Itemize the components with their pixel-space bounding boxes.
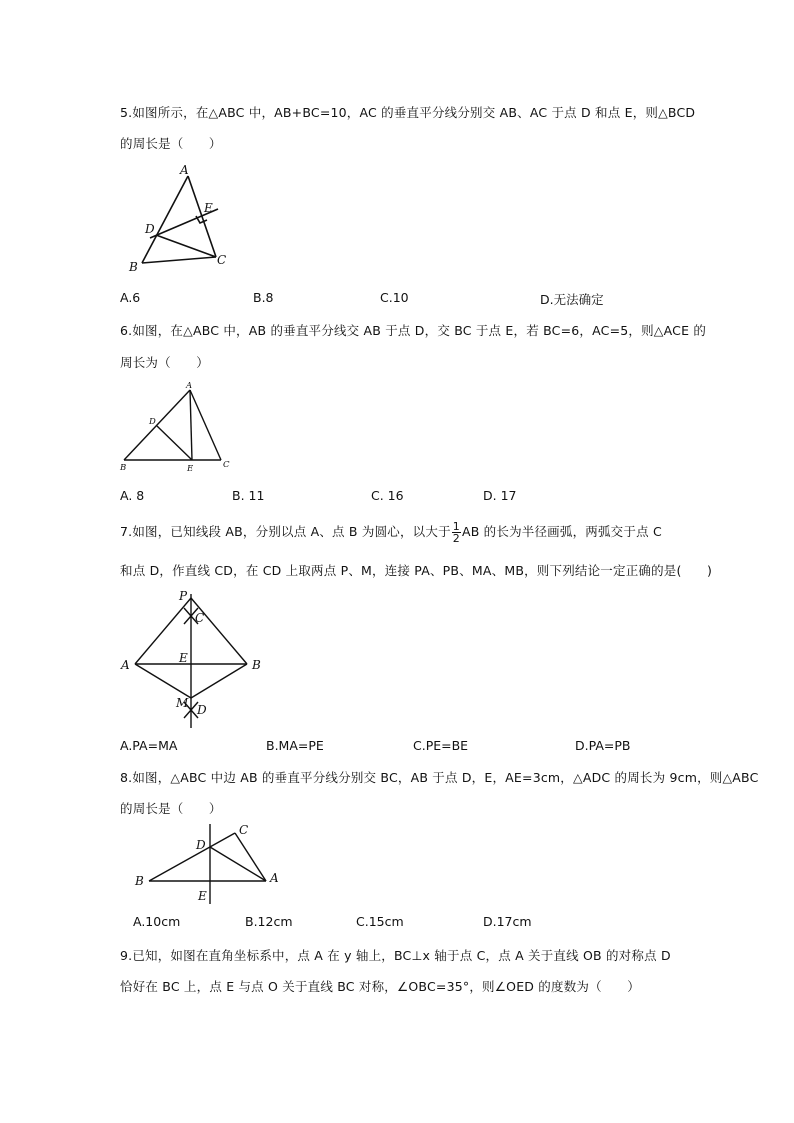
q7-label-b: B [252,658,261,672]
q8-label-e: E [198,889,207,903]
q7-fraction-half [452,521,461,544]
q7-option-a: A.PA=MA [120,738,178,753]
q7-label-m: M [176,696,189,710]
q8-option-d: D.17cm [483,914,532,929]
q7-label-e: E [179,651,188,665]
q6-text-line2: 周长为（ ） [120,355,209,370]
q7-construction-figure [120,586,270,732]
q8-label-a: A [270,871,279,885]
q7-text-line1 [120,521,662,544]
q8-option-b: B.12cm [245,914,293,929]
q9-text-line1: 9.已知，如图在直角坐标系中，点 A 在 y 轴上，BC⊥x 轴于点 C，点 A 关于直线 OB 的对称点 D [120,948,671,963]
q6-option-c: C. 16 [371,488,404,503]
q7-label-d: D [197,703,207,717]
q8-label-d: D [196,838,206,852]
q7-text-line2: 和点 D，作直线 CD，在 CD 上取两点 P、M，连接 PA、PB、MA、MB，则下列结论一定正确的是( ) [120,563,713,578]
q5-label-c: C [217,253,227,267]
q5-label-b: B [129,260,138,274]
q8-triangle-figure [128,820,288,910]
q9-text-line2: 恰好在 BC 上，点 E 与点 O 关于直线 BC 对称，∠OBC=35°，则∠OED 的度数为（ ） [120,979,640,994]
q5-option-b: B.8 [253,290,274,305]
q6-label-a: A [186,381,193,391]
q6-text-line1: 6.如图，在△ABC 中，AB 的垂直平分线交 AB 于点 D，交 BC 于点 E，若 BC=6，AC=5，则△ACE 的 [120,323,707,338]
q7-text-line1-part1: 7.如图，已知线段 AB，分别以点 A、点 B 为圆心，以大于 [120,524,451,539]
q8-text-line2: 的周长是（ ） [120,801,222,816]
q8-label-c: C [239,823,249,837]
q7-fraction-denominator: 2 [452,532,460,545]
q5-text-line1: 5.如图所示，在△ABC 中，AB+BC=10，AC 的垂直平分线分别交 AB、AC 于点 D 和点 E，则△BCD [120,105,696,120]
q5-label-e: E [204,201,213,215]
q5-option-a: A.6 [120,290,141,305]
q6-option-d: D. 17 [483,488,517,503]
q6-label-d: D [149,417,156,427]
q7-label-p: P [179,589,188,603]
q7-option-d: D.PA=PB [575,738,631,753]
q7-fraction-numerator: 1 [452,520,460,533]
q5-text-line2: 的周长是（ ） [120,136,222,151]
q5-option-d: D.无法确定 [540,292,604,307]
q8-label-b: B [135,874,144,888]
q5-label-a: A [180,163,189,177]
q6-label-b: B [120,463,127,473]
q7-text-line1-part2: AB 的长为半径画弧，两弧交于点 C [461,524,662,539]
q7-label-a: A [121,658,130,672]
q6-triangle-figure [118,378,243,473]
q6-option-a: A. 8 [120,488,145,503]
q7-option-b: B.MA=PE [266,738,324,753]
q8-text-line1: 8.如图，△ABC 中边 AB 的垂直平分线分别交 BC，AB 于点 D，E，AE=3cm，△ADC 的周长为 9cm，则△ABC [120,770,759,785]
q7-option-c: C.PE=BE [413,738,469,753]
q7-label-c: C [195,611,205,625]
q5-triangle-figure [120,160,250,275]
q8-option-a: A.10cm [133,914,181,929]
q8-option-c: C.15cm [356,914,404,929]
q6-label-c: C [223,460,230,470]
q6-option-b: B. 11 [232,488,265,503]
q6-label-e: E [187,464,194,474]
q5-label-d: D [145,222,155,236]
q5-option-c: C.10 [380,290,409,305]
